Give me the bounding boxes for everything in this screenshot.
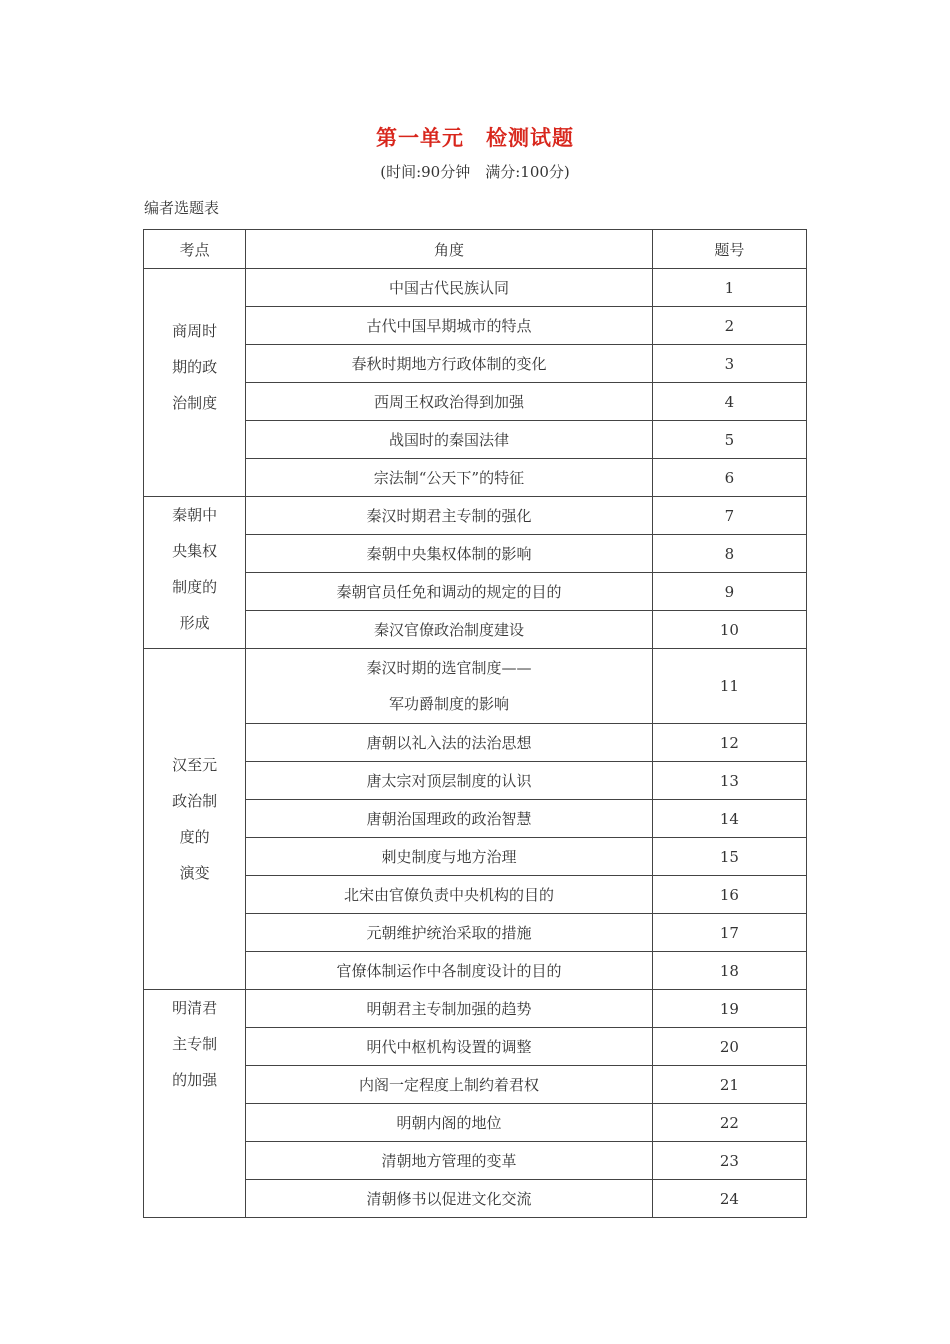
header-topic: 考点 xyxy=(144,230,246,269)
angle-text: 刺史制度与地方治理 xyxy=(381,848,517,866)
angle-cell xyxy=(246,649,653,724)
topic-text: 秦朝中 xyxy=(172,506,218,524)
topic-text: 政治制 xyxy=(172,792,218,810)
question-number-cell: 16 xyxy=(652,876,806,914)
topic-cell xyxy=(144,990,246,1218)
question-number-cell: 4 xyxy=(652,383,806,421)
question-number-cell: 21 xyxy=(652,1066,806,1104)
topic-text: 明清君 xyxy=(172,999,218,1017)
angle-text: 战国时的秦国法律 xyxy=(388,431,509,449)
question-number-cell: 9 xyxy=(652,573,806,611)
topic-text: 期的政 xyxy=(172,358,218,376)
angle-text: 唐朝治国理政的政治智慧 xyxy=(366,810,532,828)
question-number-cell: 13 xyxy=(652,762,806,800)
question-number-cell: 3 xyxy=(652,345,806,383)
angle-text: 西周王权政治得到加强 xyxy=(373,393,524,411)
angle-cell xyxy=(246,1142,653,1180)
angle-text: 中国古代民族认同 xyxy=(388,279,509,297)
angle-cell xyxy=(246,800,653,838)
angle-cell xyxy=(246,990,653,1028)
angle-cell xyxy=(246,1028,653,1066)
angle-cell xyxy=(246,724,653,762)
question-number-cell: 11 xyxy=(652,649,806,724)
topic-text: 形成 xyxy=(179,614,210,632)
angle-text: 清朝地方管理的变革 xyxy=(381,1152,517,1170)
question-number-cell: 22 xyxy=(652,1104,806,1142)
angle-cell xyxy=(246,952,653,990)
page-title: 第一单元 检测试题 xyxy=(376,125,574,150)
table-body xyxy=(144,269,807,1218)
angle-text: 官僚体制运作中各制度设计的目的 xyxy=(336,962,562,980)
question-number-cell: 17 xyxy=(652,914,806,952)
question-number-cell: 2 xyxy=(652,307,806,345)
angle-text: 内阁一定程度上制约着君权 xyxy=(358,1076,539,1094)
angle-text: 清朝修书以促进文化交流 xyxy=(366,1190,532,1208)
header-angle: 角度 xyxy=(246,230,653,269)
angle-cell xyxy=(246,307,653,345)
angle-cell xyxy=(246,573,653,611)
angle-cell xyxy=(246,762,653,800)
angle-text: 春秋时期地方行政体制的变化 xyxy=(351,355,547,373)
angle-text: 秦朝官员任免和调动的规定的目的 xyxy=(336,583,562,601)
angle-text: 唐太宗对顶层制度的认识 xyxy=(366,772,532,790)
question-number-cell: 20 xyxy=(652,1028,806,1066)
topic-text: 主专制 xyxy=(172,1035,218,1053)
angle-cell xyxy=(246,383,653,421)
topic-cell xyxy=(144,269,246,497)
angle-text: 秦汉时期的选官制度—— xyxy=(366,659,532,677)
angle-cell xyxy=(246,535,653,573)
question-number-cell: 23 xyxy=(652,1142,806,1180)
question-number-cell: 6 xyxy=(652,459,806,497)
topic-text: 的加强 xyxy=(172,1071,218,1089)
angle-text: 军功爵制度的影响 xyxy=(388,695,509,713)
question-number-cell: 18 xyxy=(652,952,806,990)
angle-text: 古代中国早期城市的特点 xyxy=(366,317,532,335)
angle-text: 元朝维护统治采取的措施 xyxy=(366,924,532,942)
topic-cell xyxy=(144,497,246,649)
angle-cell xyxy=(246,497,653,535)
topic-text: 制度的 xyxy=(172,578,218,596)
question-number-cell: 10 xyxy=(652,611,806,649)
angle-text: 明朝内阁的地位 xyxy=(396,1114,502,1132)
angle-text: 北宋由官僚负责中央机构的目的 xyxy=(343,886,554,904)
question-number-cell: 24 xyxy=(652,1180,806,1218)
topic-text: 商周时 xyxy=(172,322,218,340)
angle-text: 明代中枢机构设置的调整 xyxy=(366,1038,532,1056)
angle-cell xyxy=(246,1180,653,1218)
angle-text: 秦朝中央集权体制的影响 xyxy=(366,545,532,563)
angle-cell xyxy=(246,914,653,952)
question-number-cell: 7 xyxy=(652,497,806,535)
angle-cell xyxy=(246,269,653,307)
angle-text: 秦汉时期君主专制的强化 xyxy=(366,507,532,525)
question-number-cell: 14 xyxy=(652,800,806,838)
topic-text: 央集权 xyxy=(172,542,218,560)
angle-text: 秦汉官僚政治制度建设 xyxy=(373,621,524,639)
question-number-cell: 5 xyxy=(652,421,806,459)
angle-text: 宗法制“公天下”的特征 xyxy=(373,469,525,487)
topic-text: 演变 xyxy=(179,864,210,882)
table-caption: 编者选题表 xyxy=(144,199,220,217)
question-number-cell: 8 xyxy=(652,535,806,573)
angle-cell xyxy=(246,876,653,914)
angle-cell xyxy=(246,1066,653,1104)
angle-cell xyxy=(246,421,653,459)
header-number: 题号 xyxy=(652,230,806,269)
question-number-cell: 1 xyxy=(652,269,806,307)
question-number-cell: 19 xyxy=(652,990,806,1028)
angle-text: 明朝君主专制加强的趋势 xyxy=(366,1000,532,1018)
exam-time-score: (时间:90分钟 满分:100分) xyxy=(380,163,570,181)
angle-text: 唐朝以礼入法的法治思想 xyxy=(366,734,532,752)
table-row xyxy=(144,269,807,307)
table-row xyxy=(144,497,807,535)
question-number-cell: 12 xyxy=(652,724,806,762)
topic-cell xyxy=(144,649,246,990)
question-selection-table xyxy=(143,229,807,1218)
angle-cell xyxy=(246,459,653,497)
table-row xyxy=(144,990,807,1028)
angle-cell xyxy=(246,345,653,383)
angle-cell xyxy=(246,1104,653,1142)
angle-cell xyxy=(246,611,653,649)
topic-text: 汉至元 xyxy=(172,756,218,774)
question-number-cell: 15 xyxy=(652,838,806,876)
topic-text: 度的 xyxy=(179,828,210,846)
topic-text: 治制度 xyxy=(172,394,218,412)
table-row xyxy=(144,649,807,724)
table-header-row xyxy=(144,230,807,269)
angle-cell xyxy=(246,838,653,876)
